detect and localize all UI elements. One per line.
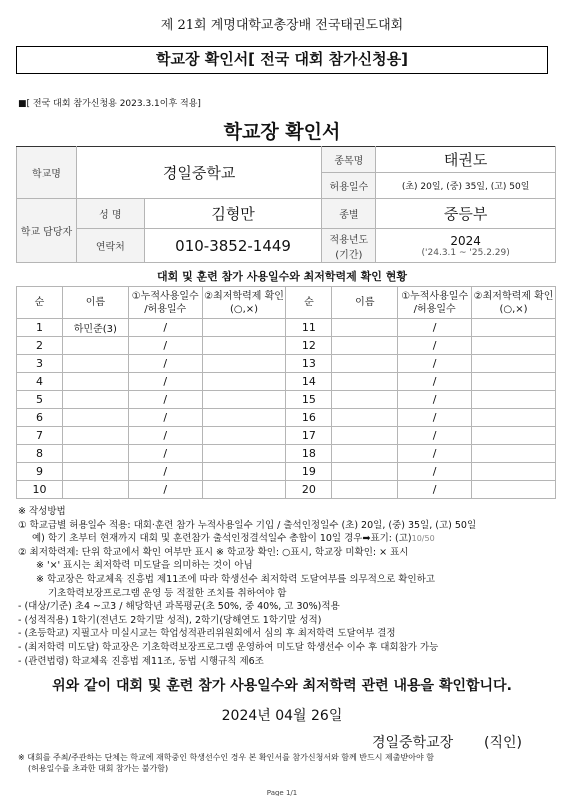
cell-no-right: 11 [286, 319, 332, 337]
cell-grade-right [472, 409, 556, 427]
note-4a: ※ 학교장은 학교체육 진흥법 제11조에 따라 학생선수 최저학력 도달여부를 의무적으로 확인하고 [36, 573, 435, 585]
name-label: 성 명 [76, 199, 144, 229]
year-cell [376, 229, 556, 263]
table-row [17, 337, 556, 355]
note-6: - (성적적용) 1학기(전년도 2학기말 성적), 2학기(당해연도 1학기말 성적) [18, 614, 322, 626]
note-8: - (최저학력 미도달) 학교장은 기초학력보장프로그램 운영하여 미도달 학생선수 이수 후 대회참가 가능 [18, 641, 439, 653]
cell-grade-right [472, 481, 556, 499]
table-row [17, 373, 556, 391]
manager-label: 학교 담당자 [17, 199, 77, 263]
cell-no-right: 14 [286, 373, 332, 391]
cell-days-left: / [128, 463, 202, 481]
cell-no-right: 15 [286, 391, 332, 409]
cell-no-right: 18 [286, 445, 332, 463]
cell-days-right: / [398, 391, 472, 409]
cell-name-left [62, 463, 128, 481]
note-4b: 기초학력보장프로그램 운영 등 적절한 조치를 취하여야 함 [48, 587, 287, 599]
cell-name-left [62, 373, 128, 391]
cell-days-right: / [398, 427, 472, 445]
cell-grade-right [472, 463, 556, 481]
school-head: 경일중학교장 [372, 735, 454, 751]
cell-no-left: 6 [17, 409, 63, 427]
document-box-title: 학교장 확인서[ 전국 대회 참가신청용] [16, 46, 548, 74]
cell-name-left [62, 337, 128, 355]
cell-name-right [332, 373, 398, 391]
cell-grade-right [472, 445, 556, 463]
footer-note-a: ※ 대회를 주최/주관하는 단체는 학교에 재학중인 학생선수인 경우 본 확인서를 참가신청서와 함께 반드시 제출받아야 함 [18, 753, 434, 762]
cell-days-right: / [398, 337, 472, 355]
cell-days-left: / [128, 409, 202, 427]
table-row [17, 427, 556, 445]
footer-note-b: (허용일수를 초과한 대회 참가는 불가함) [28, 764, 169, 773]
cell-days-right: / [398, 445, 472, 463]
header-days-left: ①누적사용일수 /허용일수 [128, 287, 202, 319]
cell-name-left [62, 355, 128, 373]
cell-no-left: 7 [17, 427, 63, 445]
cell-name-right [332, 463, 398, 481]
cell-no-left: 2 [17, 337, 63, 355]
header-days-right: ①누적사용일수 /허용일수 [398, 287, 472, 319]
allowed-days-label: 허용일수 [322, 173, 376, 199]
writing-instructions [18, 505, 548, 668]
cell-days-right: / [398, 481, 472, 499]
year-label: 적용년도 (기간) [322, 229, 376, 263]
cell-no-left: 3 [17, 355, 63, 373]
cell-grade-right [472, 355, 556, 373]
cell-grade-left [202, 391, 286, 409]
cell-grade-left [202, 427, 286, 445]
year-period: ('24.3.1 ~ '25.2.29) [421, 247, 510, 258]
cell-grade-right [472, 391, 556, 409]
event-title: 제 21회 계명대학교총장배 전국태권도대회 [160, 18, 404, 33]
cell-days-left: / [128, 391, 202, 409]
official-seal: (직인) [484, 735, 522, 751]
note-1a: ① 학교급별 허용일수 적용: 대회·훈련 참가 누적사용일수 기입 / 출석인정일수 (초) 20일, (중) 35일, (고) 50일 [18, 519, 477, 531]
header-grade-left: ②최저학력제 확인(○,×) [202, 287, 286, 319]
table-row [17, 391, 556, 409]
cell-no-left: 8 [17, 445, 63, 463]
cell-grade-right [472, 319, 556, 337]
cell-grade-left [202, 373, 286, 391]
cell-name-left [62, 427, 128, 445]
cell-name-left [62, 391, 128, 409]
issue-date: 2024년 04월 26일 [221, 708, 343, 724]
page-number: Page 1/1 [266, 789, 298, 796]
cell-no-left: 5 [17, 391, 63, 409]
cell-no-right: 13 [286, 355, 332, 373]
footer-note [18, 752, 548, 774]
table-row [17, 319, 556, 337]
division-value: 중등부 [376, 199, 556, 229]
cell-name-right [332, 337, 398, 355]
contact-label: 연락처 [76, 229, 144, 263]
cell-grade-left [202, 445, 286, 463]
cell-name-right [332, 391, 398, 409]
school-label: 학교명 [17, 147, 77, 199]
cell-grade-left [202, 463, 286, 481]
cell-grade-left [202, 319, 286, 337]
table-row [17, 463, 556, 481]
cell-no-left: 10 [17, 481, 63, 499]
contact-value: 010-3852-1449 [144, 229, 322, 263]
info-table [16, 146, 556, 263]
sport-label: 종목명 [322, 147, 376, 173]
cell-grade-right [472, 427, 556, 445]
header-grade-right: ②최저학력제 확인(○,×) [472, 287, 556, 319]
cell-days-right: / [398, 409, 472, 427]
note-7: - (초등학교) 지필고사 미실시교는 학업성적관리위원회에서 심의 후 최저학력 도달여부 결정 [18, 628, 396, 640]
table-row [17, 355, 556, 373]
cell-days-right: / [398, 373, 472, 391]
cell-name-left [62, 409, 128, 427]
cell-grade-left [202, 481, 286, 499]
cell-grade-right [472, 337, 556, 355]
table-row [17, 445, 556, 463]
header-no-right: 순 [286, 287, 332, 319]
cell-name-right [332, 427, 398, 445]
school-value: 경일중학교 [76, 147, 322, 199]
division-label: 종별 [322, 199, 376, 229]
cell-name-left [62, 481, 128, 499]
sport-value: 태권도 [376, 147, 556, 173]
cell-days-left: / [128, 319, 202, 337]
cell-no-left: 4 [17, 373, 63, 391]
note-1b: 예) 학기 초부터 현재까지 대회 및 훈련참가 출석인정결석일수 총합이 10일 경우➡표기: (고) [32, 533, 412, 545]
cell-days-right: / [398, 319, 472, 337]
note-3: ※ '×' 표시는 최저학력 미도달을 의미하는 것이 아님 [36, 560, 253, 572]
note-9: - (관련법령) 학교체육 진흥법 제11조, 동법 시행규칙 제6조 [18, 655, 264, 667]
main-title: 학교장 확인서 [223, 121, 341, 143]
allowed-days-value: (초) 20일, (중) 35일, (고) 50일 [376, 173, 556, 199]
cell-no-right: 19 [286, 463, 332, 481]
cell-grade-left [202, 409, 286, 427]
year-value: 2024 [450, 233, 481, 248]
cell-name-left [62, 445, 128, 463]
cell-grade-right [472, 373, 556, 391]
cell-name-right [332, 409, 398, 427]
notes-heading: ※ 작성방법 [18, 506, 66, 517]
cell-name-left: 하민준(3) [62, 319, 128, 337]
note-1b-example: 10/50 [411, 534, 435, 544]
name-value: 김형만 [144, 199, 322, 229]
participants-table [16, 286, 556, 499]
header-name-left: 이름 [62, 287, 128, 319]
cell-days-right: / [398, 355, 472, 373]
cell-days-left: / [128, 355, 202, 373]
cell-name-right [332, 445, 398, 463]
applicability-note: ■[ 전국 대회 참가신청용 2023.3.1이후 적용] [18, 99, 201, 109]
cell-no-right: 17 [286, 427, 332, 445]
header-no-left: 순 [17, 287, 63, 319]
cell-days-left: / [128, 337, 202, 355]
cell-name-right [332, 355, 398, 373]
cell-days-right: / [398, 463, 472, 481]
cell-no-right: 12 [286, 337, 332, 355]
cell-grade-left [202, 355, 286, 373]
header-name-right: 이름 [332, 287, 398, 319]
table-row [17, 481, 556, 499]
table-row [17, 409, 556, 427]
cell-grade-left [202, 337, 286, 355]
note-5: - (대상/기준) 초4 ~고3 / 해당학년 과목평균(초 50%, 중 40%, 고 30%)적용 [18, 601, 340, 613]
cell-days-left: / [128, 427, 202, 445]
cell-days-left: / [128, 481, 202, 499]
cell-name-right [332, 319, 398, 337]
section-title: 대회 및 훈련 참가 사용일수와 최저학력제 확인 현황 [157, 270, 407, 283]
cell-no-left: 9 [17, 463, 63, 481]
note-2: ② 최저학력제: 단위 학교에서 확인 여부만 표시 ※ 학교장 확인: ○표시, 학교장 미확인: × 표시 [18, 546, 409, 558]
cell-no-right: 16 [286, 409, 332, 427]
cell-name-right [332, 481, 398, 499]
cell-days-left: / [128, 373, 202, 391]
cell-no-left: 1 [17, 319, 63, 337]
cell-days-left: / [128, 445, 202, 463]
confirmation-statement: 위와 같이 대회 및 훈련 참가 사용일수와 최저학력 관련 내용을 확인합니다. [52, 678, 512, 694]
cell-no-right: 20 [286, 481, 332, 499]
